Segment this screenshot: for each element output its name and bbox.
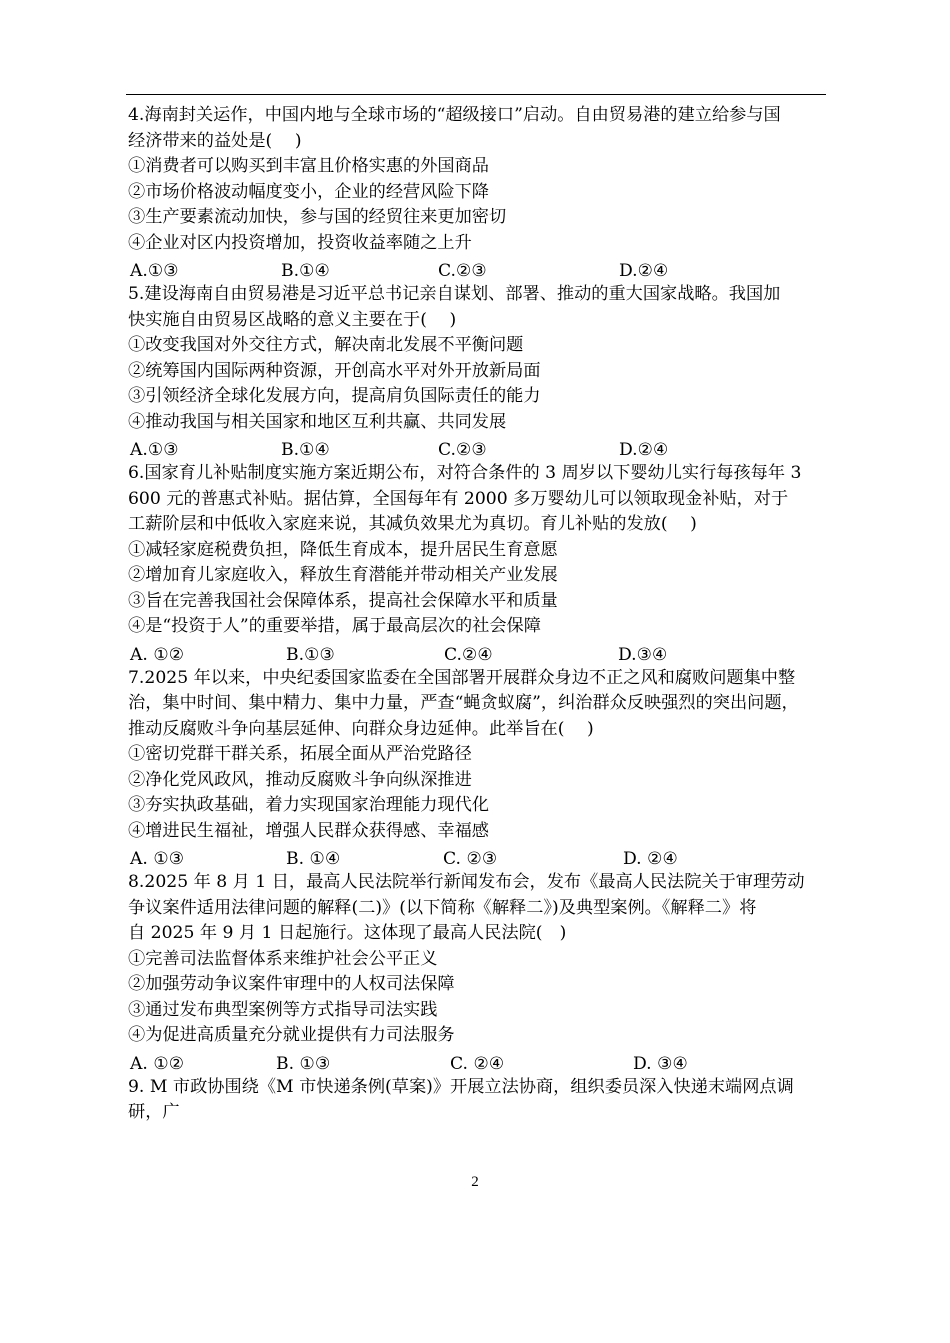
statement-option: ④增进民生福祉，增强人民群众获得感、幸福感 bbox=[128, 820, 489, 841]
question-6 bbox=[128, 461, 830, 666]
statement-option: ②市场价格波动幅度变小，企业的经营风险下降 bbox=[128, 181, 489, 202]
question-stem-line: 7.2025 年以来，中央纪委国家监委在全国部署开展群众身边不正之风和腐败问题集中整 bbox=[128, 667, 796, 688]
choice-c: C. ②④ bbox=[450, 1053, 505, 1074]
choice-a: A.①③ bbox=[130, 261, 179, 281]
choice-d: D. ③④ bbox=[633, 1053, 688, 1074]
question-stem-line: 经济带来的益处是( ) bbox=[128, 130, 302, 151]
question-stem-line: 研，广 bbox=[128, 1102, 180, 1122]
statement-option: ②统筹国内国际两种资源，开创高水平对外开放新局面 bbox=[128, 360, 541, 381]
question-stem-line: 工薪阶层和中低收入家庭来说，其减负效果尤为真切。育儿补贴的发放( ) bbox=[128, 514, 697, 534]
statement-option: ③旨在完善我国社会保障体系，提高社会保障水平和质量 bbox=[128, 590, 558, 611]
statement-option: ①密切党群干群关系，拓展全面从严治党路径 bbox=[128, 744, 472, 764]
statement-option: ③引领经济全球化发展方向，提高肩负国际责任的能力 bbox=[128, 386, 541, 406]
question-4 bbox=[128, 103, 830, 282]
answer-choices bbox=[128, 1049, 830, 1075]
question-stem-line: 9. M 市政协围绕《M 市快递条例(草案)》开展立法协商，组织委员深入快递末端网点调 bbox=[128, 1076, 794, 1097]
question-9 bbox=[128, 1075, 830, 1126]
statement-option: ③生产要素流动加快，参与国的经贸往来更加密切 bbox=[128, 207, 507, 227]
statement-option: ②净化党风政风，推动反腐败斗争向纵深推进 bbox=[128, 769, 472, 790]
choice-a: A. ①③ bbox=[130, 849, 185, 869]
choice-a: A. ①② bbox=[130, 1053, 185, 1074]
statement-option: ①完善司法监督体系来维护社会公平正义 bbox=[128, 948, 438, 969]
question-stem-line: 快实施自由贸易区战略的意义主要在于( ) bbox=[128, 309, 457, 330]
statement-option: ②增加育儿家庭收入，释放生育潜能并带动相关产业发展 bbox=[128, 565, 558, 585]
header-rule bbox=[126, 94, 826, 95]
page-number: 2 bbox=[471, 1174, 479, 1190]
question-7 bbox=[128, 666, 830, 871]
statement-option: ③夯实执政基础，着力实现国家治理能力现代化 bbox=[128, 795, 489, 815]
question-stem-line: 5.建设海南自由贸易港是习近平总书记亲自谋划、部署、推动的重大国家战略。我国加 bbox=[128, 284, 781, 304]
question-stem-line: 推动反腐败斗争向基层延伸、向群众身边延伸。此举旨在( ) bbox=[128, 718, 594, 739]
statement-option: ④为促进高质量充分就业提供有力司法服务 bbox=[128, 1025, 455, 1045]
choice-d: D.③④ bbox=[618, 644, 668, 665]
choice-b: B.①③ bbox=[286, 644, 335, 665]
answer-choices bbox=[128, 435, 830, 461]
choice-a: A. ①② bbox=[130, 644, 185, 665]
question-stem-line: 争议案件适用法律问题的解释(二)》(以下简称《解释二》)及典型案例。《解释二》将 bbox=[128, 897, 757, 918]
statement-option: ③通过发布典型案例等方式指导司法实践 bbox=[128, 999, 438, 1020]
question-stem-line: 自 2025 年 9 月 1 日起施行。这体现了最高人民法院( ) bbox=[128, 923, 567, 943]
statement-option: ④推动我国与相关国家和地区互利共赢、共同发展 bbox=[128, 411, 507, 432]
statement-option: ①减轻家庭税费负担，降低生育成本，提升居民生育意愿 bbox=[128, 539, 558, 560]
question-stem-line: 600 元的普惠式补贴。据估算，全国每年有 2000 多万婴幼儿可以领取现金补贴，对于 bbox=[128, 488, 789, 509]
answer-choices bbox=[128, 844, 830, 870]
choice-c: C.②③ bbox=[438, 261, 487, 281]
choice-d: D.②④ bbox=[619, 440, 669, 460]
choice-d: D. ②④ bbox=[623, 849, 678, 869]
question-list bbox=[128, 103, 830, 1126]
choice-c: C. ②③ bbox=[443, 849, 498, 869]
choice-c: C.②③ bbox=[438, 440, 487, 460]
question-stem-line: 4.海南封关运作，中国内地与全球市场的“超级接口”启动。自由贸易港的建立给参与国 bbox=[128, 105, 781, 125]
question-8 bbox=[128, 870, 830, 1075]
statement-option: ①消费者可以购买到丰富且价格实惠的外国商品 bbox=[128, 156, 489, 176]
choice-b: B. ①④ bbox=[286, 849, 341, 869]
answer-choices bbox=[128, 640, 830, 666]
statement-option: ①改变我国对外交往方式，解决南北发展不平衡问题 bbox=[128, 335, 524, 355]
question-stem-line: 治，集中时间、集中精力、集中力量，严查“蝇贪蚁腐”，纠治群众反映强烈的突出问题， bbox=[128, 693, 799, 713]
question-stem-line: 8.2025 年 8 月 1 日，最高人民法院举行新闻发布会，发布《最高人民法院关于审理劳动 bbox=[128, 872, 805, 892]
choice-b: B. ①③ bbox=[276, 1053, 331, 1074]
choice-b: B.①④ bbox=[281, 261, 330, 281]
choice-a: A.①③ bbox=[130, 440, 179, 460]
answer-choices bbox=[128, 256, 830, 282]
choice-d: D.②④ bbox=[619, 261, 669, 281]
choice-b: B.①④ bbox=[281, 440, 330, 460]
statement-option: ④是“投资于人”的重要举措，属于最高层次的社会保障 bbox=[128, 616, 541, 636]
statement-option: ④企业对区内投资增加，投资收益率随之上升 bbox=[128, 232, 472, 253]
choice-c: C.②④ bbox=[444, 644, 493, 665]
statement-option: ②加强劳动争议案件审理中的人权司法保障 bbox=[128, 974, 455, 994]
question-stem-line: 6.国家育儿补贴制度实施方案近期公布，对符合条件的 3 周岁以下婴幼儿实行每孩每年 3 bbox=[128, 463, 802, 483]
question-5 bbox=[128, 282, 830, 461]
